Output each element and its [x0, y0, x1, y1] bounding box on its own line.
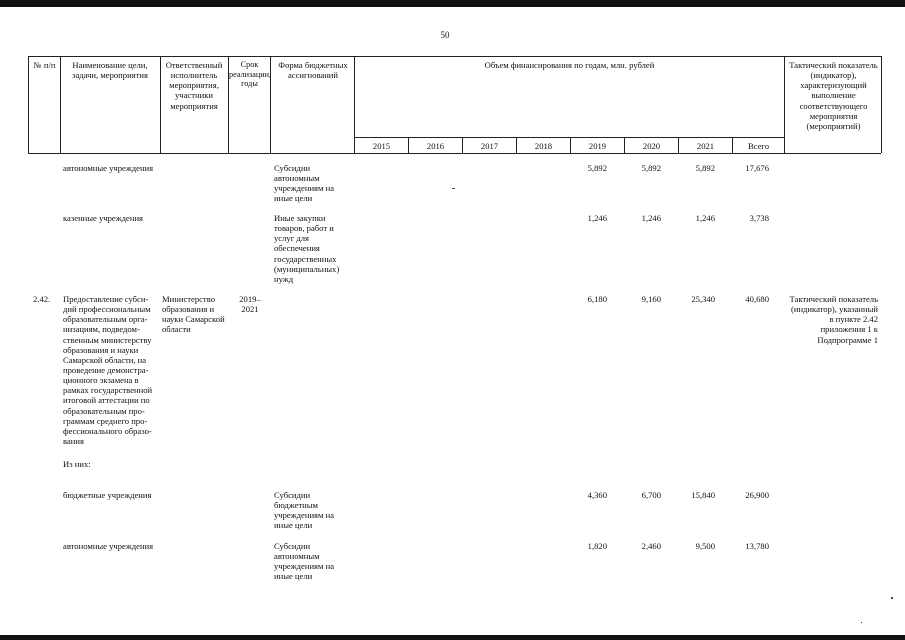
header-num: № п/п — [33, 60, 56, 70]
subheading: Из них: — [63, 459, 91, 469]
year-header: 2016 — [426, 141, 445, 151]
value-total: 26,900 — [745, 490, 769, 500]
value-2020: 2,460 — [641, 541, 661, 551]
table-row-name: бюджетные учреждения — [63, 490, 152, 500]
header-name: Наименование цели, задачи, мероприятия — [72, 60, 148, 81]
table-row-form: Субсидии бюджетным учреждениям на иные цели — [274, 490, 335, 531]
value-2019: 4,360 — [587, 490, 607, 500]
value-2021: 25,340 — [691, 294, 715, 304]
col-border — [28, 56, 29, 153]
page-number: 50 — [440, 30, 450, 40]
year-header: 2021 — [696, 141, 715, 151]
table-row-name: автономные учреждения — [63, 541, 154, 551]
value-2019: 6,180 — [587, 294, 607, 304]
year-header: 2020 — [642, 141, 661, 151]
header-financing: Объем финансирования по годам, млн. рублей — [484, 60, 655, 70]
total-header: Всего — [747, 141, 770, 151]
table-row-num: 2.42. — [33, 294, 51, 304]
header-form: Форма бюджетных ассигнований — [278, 60, 348, 81]
header-period: Срок реализации, годы — [229, 60, 272, 89]
value-2021: 1,246 — [695, 213, 715, 223]
value-2019: 1,820 — [587, 541, 607, 551]
top-scan-border — [0, 0, 905, 7]
table-row-period: 2019–2021 — [239, 294, 261, 315]
year-header: 2018 — [534, 141, 553, 151]
value-total: 3,738 — [749, 213, 769, 223]
value-2019: 5,892 — [587, 163, 607, 173]
value-2021: 15,840 — [691, 490, 715, 500]
col-border — [784, 56, 785, 153]
bottom-scan-border — [0, 635, 905, 640]
value-2019: 1,246 — [587, 213, 607, 223]
table-row-name: казенные учреждения — [63, 213, 144, 223]
header-executor: Ответственный исполнитель мероприятия, участники мероприятия — [165, 60, 223, 111]
year-header: 2015 — [372, 141, 391, 151]
years-row-top-border — [354, 137, 784, 138]
value-total: 40,680 — [745, 294, 769, 304]
scan-speck — [891, 597, 893, 599]
value-2021: 9,500 — [695, 541, 715, 551]
col-border — [60, 56, 61, 153]
value-2020: 1,246 — [641, 213, 661, 223]
col-border — [354, 56, 355, 153]
table-row-name: автономные учреждения — [63, 163, 154, 173]
table-row-form: Иные закупки товаров, работ и услуг для обеспечения государственных (муниципальных) нужд — [274, 213, 340, 284]
header-indicator: Тактический показатель (индикатор), характеризующий выполнение соответствующего мероприятия (мероприятий) — [789, 60, 878, 131]
value-total: 13,780 — [745, 541, 769, 551]
table-row-name: Предоставление субси-дий профессиональным образовательным орга-низациям, подведом-ственным министерству образования и науки Самарской области, на проведение демонстра-ционного экзамена в рамках государственной итоговой аттестации по образовательным про-граммам среднего про-фессионального образо-вания — [63, 294, 153, 446]
header-bottom-border — [28, 153, 881, 154]
value-2020: 5,892 — [641, 163, 661, 173]
scan-speck — [452, 188, 455, 189]
year-header: 2017 — [480, 141, 499, 151]
col-border — [160, 56, 161, 153]
col-border — [881, 56, 882, 153]
value-2020: 9,160 — [641, 294, 661, 304]
value-2021: 5,892 — [695, 163, 715, 173]
value-2020: 6,700 — [641, 490, 661, 500]
table-row-executor: Министерство образования и науки Самарской области — [162, 294, 225, 335]
table-row-form: Субсидии автономным учреждениям на иные цели — [274, 163, 335, 204]
table-row-indicator: Тактический показатель (индикатор), указанный в пункте 2.42 приложения 1 к Подпрограмме 1 — [789, 294, 878, 345]
table-top-border — [28, 56, 881, 57]
value-total: 17,676 — [745, 163, 769, 173]
scan-speck — [861, 622, 862, 623]
year-header: 2019 — [588, 141, 607, 151]
table-row-form: Субсидии автономным учреждениям на иные цели — [274, 541, 335, 582]
